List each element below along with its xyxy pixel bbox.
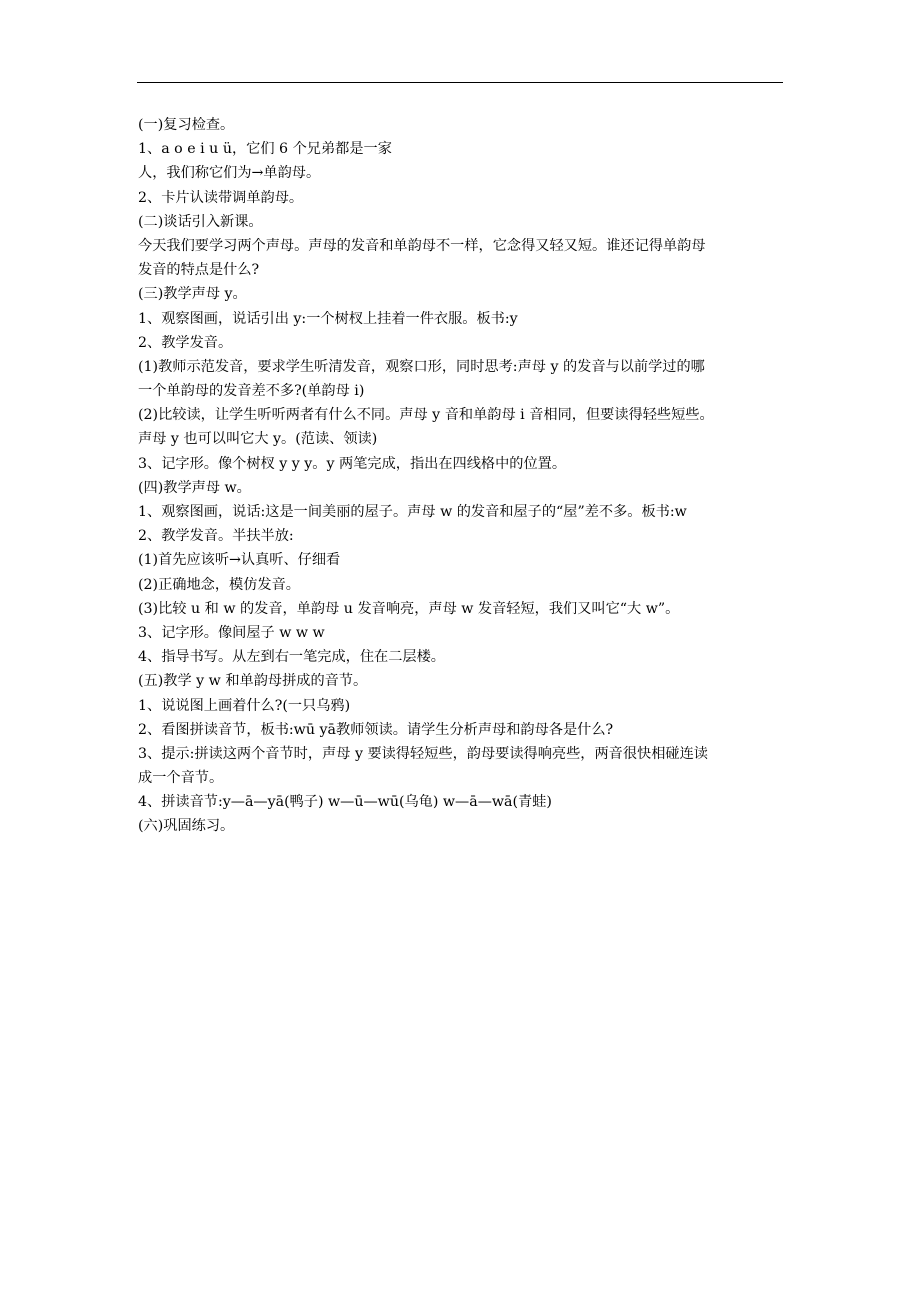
text-line: 1、a o e i u ü，它们 6 个兄弟都是一家 xyxy=(138,141,392,158)
header-rule xyxy=(137,82,783,83)
text-line: 声母 y 也可以叫它大 y。(范读、领读) xyxy=(138,431,378,448)
section-heading-teach-y: (三)教学声母 y。 xyxy=(138,286,247,303)
section-heading-practice: (六)巩固练习。 xyxy=(138,818,235,835)
text-line: 3、记字形。像个树杈 y y y。y 两笔完成，指出在四线格中的位置。 xyxy=(138,455,567,472)
text-line: 2、教学发音。半扶半放: xyxy=(138,528,294,545)
section-heading-introduction: (二)谈话引入新课。 xyxy=(138,213,263,230)
text-line: 2、看图拼读音节，板书:wū yā教师领读。请学生分析声母和韵母各是什么? xyxy=(138,721,614,738)
text-line: 今天我们要学习两个声母。声母的发音和单韵母不一样，它念得又轻又短。谁还记得单韵母 xyxy=(138,237,706,254)
text-line: 1、观察图画，说话引出 y:一个树杈上挂着一件衣服。板书:y xyxy=(138,310,518,327)
text-line: 发音的特点是什么? xyxy=(138,262,260,279)
text-line: 1、观察图画，说话:这是一间美丽的屋子。声母 w 的发音和屋子的“屋”差不多。板书:w xyxy=(138,504,687,520)
text-line: 4、拼读音节:y—ā—yā(鸭子) w—ū—wū(乌龟) w—ā—wā(青蛙) xyxy=(138,794,552,811)
text-line: 2、教学发音。 xyxy=(138,334,233,351)
text-line: (1)教师示范发音，要求学生听清发音，观察口形，同时思考:声母 y 的发音与以前学过的哪 xyxy=(138,358,705,375)
text-line: 一个单韵母的发音差不多?(单韵母 i) xyxy=(138,383,365,400)
text-line: 4、指导书写。从左到右一笔完成，住在二层楼。 xyxy=(138,649,445,666)
text-line: (2)比较读，让学生听听两者有什么不同。声母 y 音和单韵母 i 音相同，但要读得轻些短些。 xyxy=(138,407,714,424)
text-line: 成一个音节。 xyxy=(138,770,224,787)
text-line: (3)比较 u 和 w 的发音，单韵母 u 发音响亮，声母 w 发音轻短，我们又叫它“大 w”。 xyxy=(138,600,680,617)
section-heading-syllables: (五)教学 y w 和单韵母拼成的音节。 xyxy=(138,673,368,690)
text-line: 3、提示:拼读这两个音节时，声母 y 要读得轻短些，韵母要读得响亮些，两音很快相碰连读 xyxy=(138,745,708,762)
document-body xyxy=(138,113,786,839)
text-line: 1、说说图上画着什么?(一只乌鸦) xyxy=(138,697,351,714)
section-heading-teach-w: (四)教学声母 w。 xyxy=(138,479,251,496)
text-line: (1)首先应该听→认真听、仔细看 xyxy=(138,552,341,569)
text-line: (2)正确地念，模仿发音。 xyxy=(138,576,300,593)
text-line: 人，我们称它们为→单韵母。 xyxy=(138,165,321,182)
section-heading-review: (一)复习检查。 xyxy=(138,117,235,133)
text-line: 3、记字形。像间屋子 w w w xyxy=(138,624,325,641)
text-line: 2、卡片认读带调单韵母。 xyxy=(138,189,304,206)
